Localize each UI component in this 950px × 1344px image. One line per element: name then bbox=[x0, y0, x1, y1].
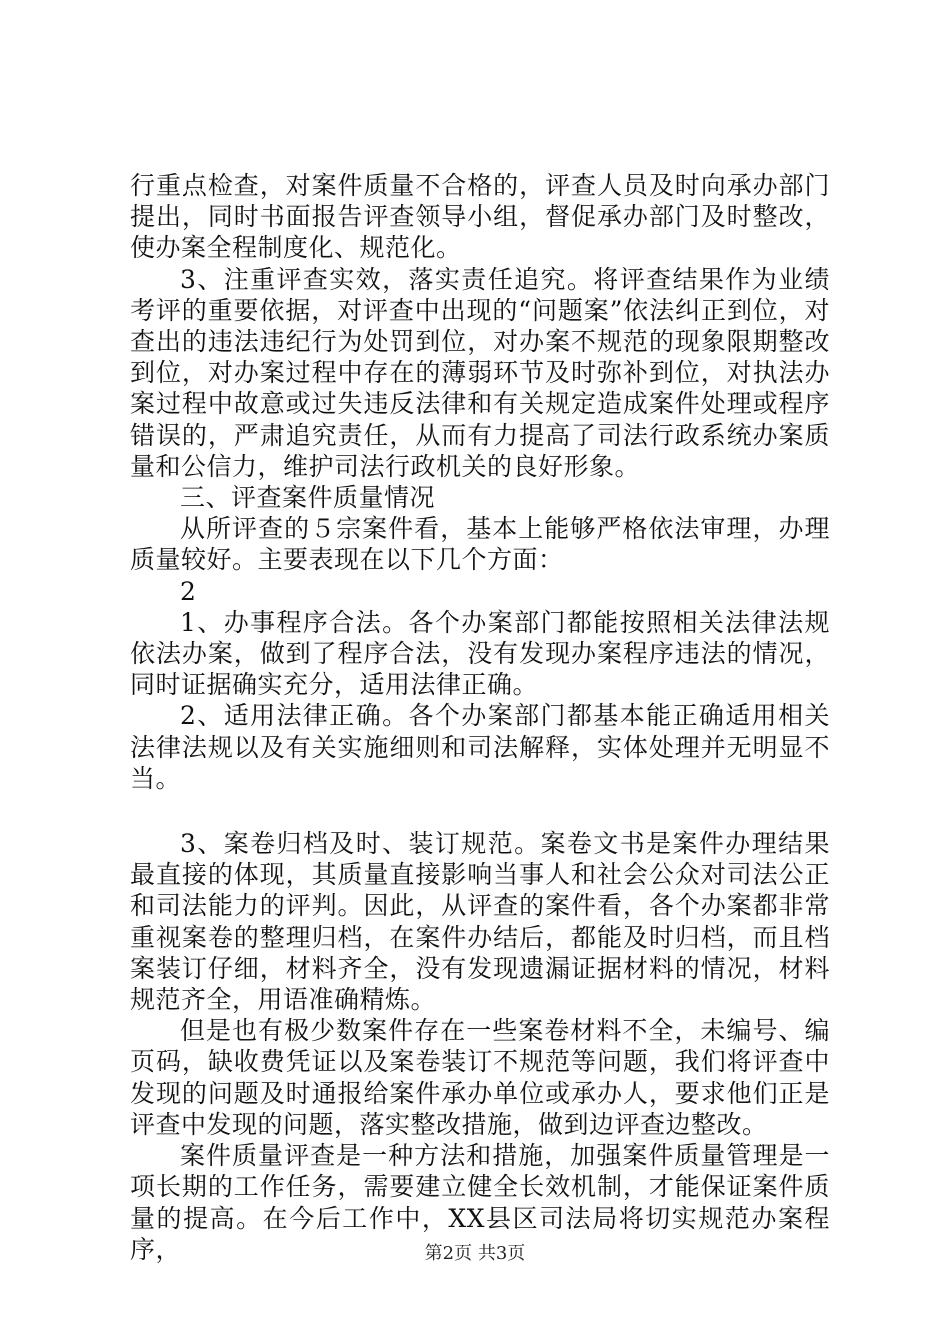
paragraph-overview: 从所评查的５宗案件看，基本上能够严格依法审理，办理质量较好。主要表现在以下几个方面： bbox=[130, 514, 830, 575]
paragraph-continuation: 行重点检查，对案件质量不合格的，评查人员及时向承办部门提出，同时书面报告评查领导小组，督促承办部门及时整改，使办案全程制度化、规范化。 bbox=[130, 171, 830, 263]
paragraph-point-3-archiving: 3、案卷归档及时、装订规范。案卷文书是案件办理结果最直接的体现，其质量直接影响当事人和社会公众对司法公正和司法能力的评判。因此，从评查的案件看，各个办案都非常重视案卷的整理归档，在案件办结后，都能及时归档，而且档案装订仔细，材料齐全，没有发现遗漏证据材料的情况，材料规范齐全，用语准确精炼。 bbox=[130, 829, 830, 1015]
paragraph-problems: 但是也有极少数案件存在一些案卷材料不全，未编号、编页码，缺收费凭证以及案卷装订不规范等问题，我们将评查中发现的问题及时通报给案件承办单位或承办人，要求他们正是评查中发现的问题，落实整改措施，做到边评查边整改。 bbox=[130, 1016, 830, 1139]
page-footer: 第2页 共3页 bbox=[424, 1243, 526, 1264]
paragraph-future-work: 案件质量评查是一种方法和措施，加强案件质量管理是一项长期的工作任务，需要建立健全长效机制，才能保证案件质量的提高。在今后工作中，XX县区司法局将切实规范办案程序， bbox=[130, 1141, 830, 1264]
section-heading-3: 三、评查案件质量情况 bbox=[180, 483, 436, 513]
paragraph-point-2-law: 2、适用法律正确。各个办案部门都基本能正确适用相关法律法规以及有关实施细则和司法解释，实体处理并无明显不当。 bbox=[130, 701, 830, 793]
paragraph-point-3-accountability: 3、注重评查实效，落实责任追究。将评查结果作为业绩考评的重要依据，对评查中出现的“问题案”依法纠正到位，对查出的违法违纪行为处罚到位，对办案不规范的现象限期整改到位，对办案过程中存在的薄弱环节及时弥补到位，对执法办案过程中故意或过失违反法律和有关规定造成案件处理或程序错误的，严肃追究责任，从而有力提高了司法行政系统办案质量和公信力，维护司法行政机关的良好形象。 bbox=[130, 264, 830, 481]
paragraph-point-1-procedure: 1、办事程序合法。各个办案部门都能按照相关法律法规依法办案，做到了程序合法，没有发现办案程序违法的情况，同时证据确实充分，适用法律正确。 bbox=[130, 607, 830, 700]
page-number-marker: 2 bbox=[180, 576, 197, 606]
document-body bbox=[130, 170, 830, 1265]
